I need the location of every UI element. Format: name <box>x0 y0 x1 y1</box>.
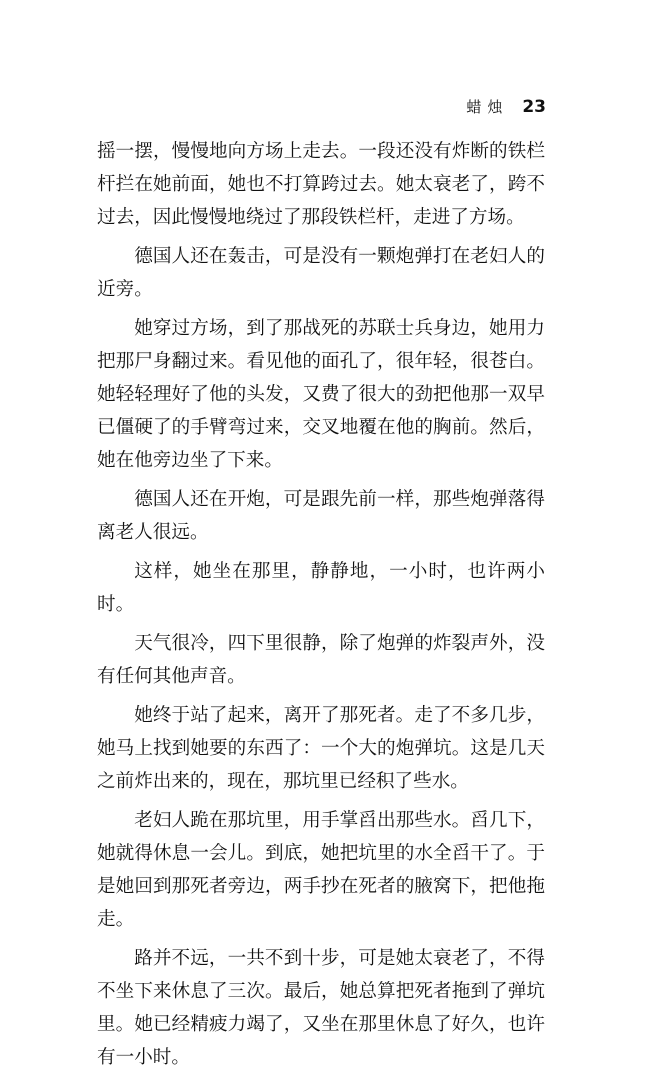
paragraph-continued: 摇一摆，慢慢地向方场上走去。一段还没有炸断的铁栏杆拦在她前面，她也不打算跨过去。她太衰老了，跨不过去，因此慢慢地绕过了那段铁栏杆，走进了方场。 <box>97 141 545 228</box>
paragraph: 路并不远，一共不到十步，可是她太衰老了，不得不坐下来休息了三次。最后，她总算把死者拖到了弹坑里。她已经精疲力竭了，又坐在那里休息了好久，也许有一小时。 <box>97 948 545 1068</box>
paragraph: 这样，她坐在那里，静静地，一小时，也许两小时。 <box>97 561 545 615</box>
paragraph: 天气很冷，四下里很静，除了炮弹的炸裂声外，没有任何其他声音。 <box>97 633 545 687</box>
paragraph: 德国人还在轰击，可是没有一颗炮弹打在老妇人的近旁。 <box>97 246 545 300</box>
chapter-title: 蜡烛 <box>466 98 509 116</box>
body-text <box>97 135 545 1080</box>
page-number: 23 <box>522 97 546 117</box>
paragraph: 她终于站了起来，离开了那死者。走了不多几步，她马上找到她要的东西了：一个大的炮弹坑。这是几天之前炸出来的，现在，那坑里已经积了些水。 <box>97 705 545 792</box>
running-header <box>466 96 546 117</box>
paragraph: 德国人还在开炮，可是跟先前一样，那些炮弹落得离老人很远。 <box>97 489 545 543</box>
paragraph: 她穿过方场，到了那战死的苏联士兵身边，她用力把那尸身翻过来。看见他的面孔了，很年轻，很苍白。她轻轻理好了他的头发，又费了很大的劲把他那一双早已僵硬了的手臂弯过来，交叉地覆在他的胸前。然后，她在他旁边坐了下来。 <box>97 318 545 471</box>
paragraph: 老妇人跪在那坑里，用手掌舀出那些水。舀几下，她就得休息一会儿。到底，她把坑里的水全舀干了。于是她回到那死者旁边，两手抄在死者的腋窝下，把他拖走。 <box>97 810 545 930</box>
